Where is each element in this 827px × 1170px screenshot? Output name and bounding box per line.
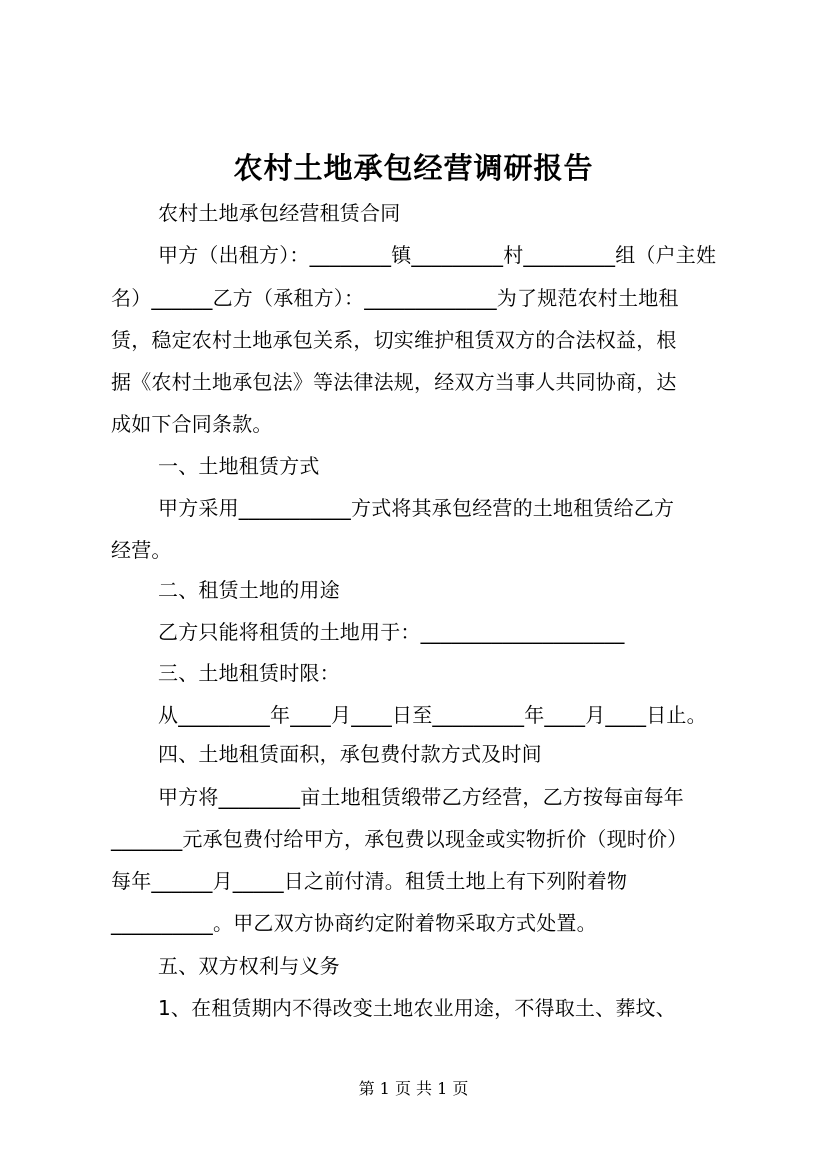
paragraph-line: 甲方采用___________方式将其承包经营的土地租赁给乙方 xyxy=(158,496,675,520)
paragraph-line: 名）______乙方（承租方）：_____________为了规范农村土地租 xyxy=(111,286,679,310)
section-heading: 三、土地租赁时限： xyxy=(158,661,340,685)
section-heading: 二、租赁土地的用途 xyxy=(158,578,340,602)
page-number: 第 1 页 共 1 页 xyxy=(358,1079,469,1098)
paragraph-line: 经营。 xyxy=(111,538,172,562)
paragraph-line: 据《农村土地承包法》等法律法规，经双方当事人共同协商，达 xyxy=(111,370,677,394)
document-title: 农村土地承包经营调研报告 xyxy=(233,151,594,185)
paragraph-line: _______元承包费付给甲方，承包费以现金或实物折价（现时价） xyxy=(111,827,688,851)
paragraph-line: 成如下合同条款。 xyxy=(111,412,273,436)
section-heading: 一、土地租赁方式 xyxy=(158,454,320,478)
paragraph-line: 1、在租赁期内不得改变土地农业用途，不得取土、葬坟、 xyxy=(158,996,676,1020)
section-heading: 四、土地租赁面积，承包费付款方式及时间 xyxy=(158,742,542,766)
paragraph-line: __________。甲乙双方协商约定附着物采取方式处置。 xyxy=(111,911,597,935)
paragraph-line: 每年______月_____日之前付清。租赁土地上有下列附着物 xyxy=(111,869,628,893)
paragraph-line: 从_________年____月____日至_________年____月____日止。 xyxy=(158,703,707,727)
contract-heading: 农村土地承包经营租赁合同 xyxy=(158,201,401,225)
paragraph-line: 乙方只能将租赁的土地用于：____________________ xyxy=(158,620,625,644)
paragraph-line: 甲方（出租方）：________镇_________村_________组（户主姓 xyxy=(158,243,717,267)
paragraph-line: 甲方将________亩土地租赁缎带乙方经营，乙方按每亩每年 xyxy=(158,785,684,809)
section-heading: 五、双方权利与义务 xyxy=(158,954,340,978)
paragraph-line: 赁，稳定农村土地承包关系，切实维护租赁双方的合法权益，根 xyxy=(111,328,677,352)
